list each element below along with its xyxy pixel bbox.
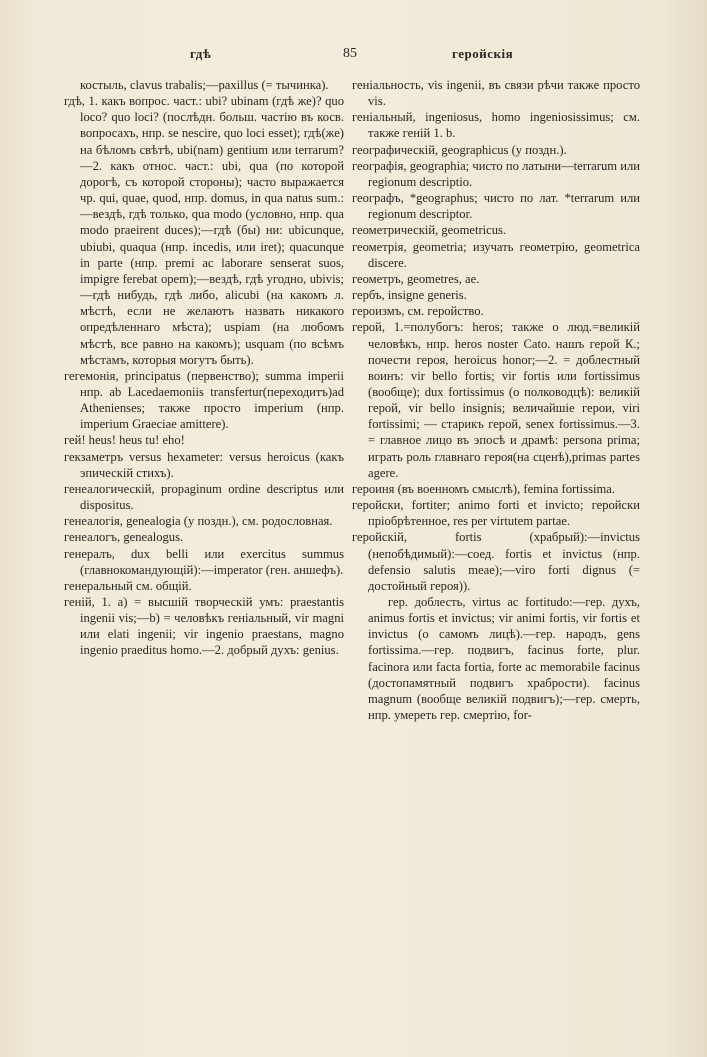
dictionary-entry-gerb: гербъ, insigne generis. bbox=[352, 288, 467, 303]
page-header bbox=[0, 46, 707, 68]
dictionary-entry-geometr: геометръ, geometres, ae. bbox=[352, 271, 480, 286]
dictionary-entry-geografia: географія, geographia; чисто по латыни—terrarum или regionum descriptio. bbox=[352, 158, 640, 189]
dictionary-entry-genealogia: генеалогія, genealogia (у поздн.), см. родословная. bbox=[64, 514, 333, 529]
dictionary-entry-kostyl: костыль, clavus trabalis;—paxillus (= тычинка). bbox=[80, 78, 329, 92]
header-right-guideword: геройскія bbox=[452, 46, 514, 61]
page-number: 85 bbox=[343, 46, 357, 61]
dictionary-entry-gei: гей! heus! heus tu! eho! bbox=[64, 433, 185, 448]
dictionary-entry-geometria: геометрія, geometria; изучать геометрію, geometrica discere. bbox=[352, 239, 640, 270]
dictionary-entry-geroiski_adj: геройскій, fortis (храбрый):—invictus (непобѣдимый):—соед. fortis et invictus (нпр. defensio salutis meae);—viro forti dignus (= достойный героя)). bbox=[352, 530, 640, 593]
dictionary-entry-genialnost: геніальность, vis ingenii, въ связи рѣчи также просто vis. bbox=[352, 78, 640, 109]
dictionary-entry-ger_dobl: гер. доблесть, virtus ac fortitudo:—гер. духъ, animus fortis et invictus; vir animi fortis, vir fortis et invictus (о самомъ лицѣ).—гер. народъ, gens fortissima.—гер. подвигъ, facinus forte, plur. facinora или facta fortia, forte ac memorabile facinus (достопамятный подвигъ храбрости). facinus magnum (вообще великій подвигъ);—гер. смерть, нпр. умереть гер. смертію, for- bbox=[368, 595, 640, 723]
dictionary-entry-geroizm: героизмъ, см. геройство. bbox=[352, 304, 484, 319]
dictionary-entry-genialny: геніальный, ingeniosus, homo ingeniosissimus; см. также геній 1. b. bbox=[352, 110, 640, 141]
dictionary-entry-genii: геній, 1. а) = высшій творческій умъ: praestantis ingenii vis;—b) = человѣкъ геніальный, vir magni или elati ingenii; vir ingenio praestans, magno ingenio praeditus homo.—2. добрый духъ: genius. bbox=[64, 595, 344, 658]
dictionary-entry-genealog_adj: генеалогическій, propaginum ordine descriptus или dispositus. bbox=[64, 481, 344, 513]
dictionary-entry-geograf: географъ, *geographus; чисто по лат. *terrarum или regionum descriptor. bbox=[352, 191, 640, 222]
dictionary-entry-general: генералъ, dux belli или exercitus summus (главнокомандующій):—imperator (ген. аншефъ). bbox=[64, 546, 344, 577]
dictionary-entry-geograf_adj: географическій, geographicus (у поздн.). bbox=[352, 142, 567, 157]
dictionary-entry-geometr_adj: геометрическій, geometricus. bbox=[352, 223, 507, 238]
dictionary-entry-generalny: генеральный см. общій. bbox=[64, 578, 192, 593]
right-column bbox=[352, 77, 640, 723]
dictionary-entry-gde: гдѣ, 1. какъ вопрос. част.: ubi? ubinam (гдѣ же)? quo loco? quo loci? (послѣдн. больш. частію въ косв. вопросахъ, нпр. se nescire, quo loci esset); гдѣ(же) на бѣломъ свѣтѣ, ubi(nam) gentium или terrarum?—2. какъ относ. част.: ubi, qua (по которой дорогѣ, съ которой стороны); часто выражается чр. qui, quae, quod, нпр. domus, in qua natus sum.:—вездѣ, гдѣ только, qua modo (условно, нпр. qua modo praeirent duces);—гдѣ (бы) ни: ubicunque, ubiubi, quaqua (нпр. incedis, или iret); quacunque in parte (нпр. premi ac laborare senserat suos, impigre ferebat opem);—вездѣ, гдѣ угодно, ubivis;—гдѣ нибудь, гдѣ либо, alicubi (на какомъ л. мѣстѣ, если не желаютъ назвать никакого опредѣленнаго мѣста); uspiam (на любомъ мѣстѣ, все равно на какомъ); usquam (по всѣмъ мѣстамъ, которыя могутъ быть). bbox=[64, 94, 344, 367]
dictionary-entry-geroinia: героиня (въ военномъ смыслѣ), femina fortissima. bbox=[352, 481, 616, 496]
dictionary-entry-geksametr: гекзаметръ versus hexameter: versus heroicus (какъ эпическій стихъ). bbox=[64, 449, 344, 480]
header-left-guideword: гдѣ bbox=[190, 46, 212, 61]
dictionary-entry-genealog: генеалогъ, genealogus. bbox=[64, 530, 184, 545]
left-column bbox=[64, 77, 344, 659]
dictionary-entry-geroi: герой, 1.=полубогъ: heros; также о люд.=великій человѣкъ, нпр. heros noster Cato. нашъ герой К.; почести героя, heroicus honor;—2. = доблестный воинъ: vir bello fortis; vir fortis или fortissimus (вообще); dux fortissimus (о полководцѣ): великій герой, vir bello insignis; величайшіе герои, viri fortissimi; — старикъ герой, senex fortissimus.—3. = главное лицо въ эпосѣ и драмѣ: persona prima; играть роль главнаго героя(на сценѣ),primas partes agere. bbox=[352, 320, 640, 480]
dictionary-entry-gegemonia: гегемонія, principatus (первенство); summa imperii нпр. ab Lacedaemoniis transfertur(переходитъ)ad Athenienses; также просто imperium (нпр. imperium Graeciae amittere). bbox=[64, 368, 344, 432]
dictionary-entry-geroiski: геройски, fortiter; animo forti et invicto; геройски пріобрѣтенное, res per virtutem partae. bbox=[352, 498, 640, 529]
